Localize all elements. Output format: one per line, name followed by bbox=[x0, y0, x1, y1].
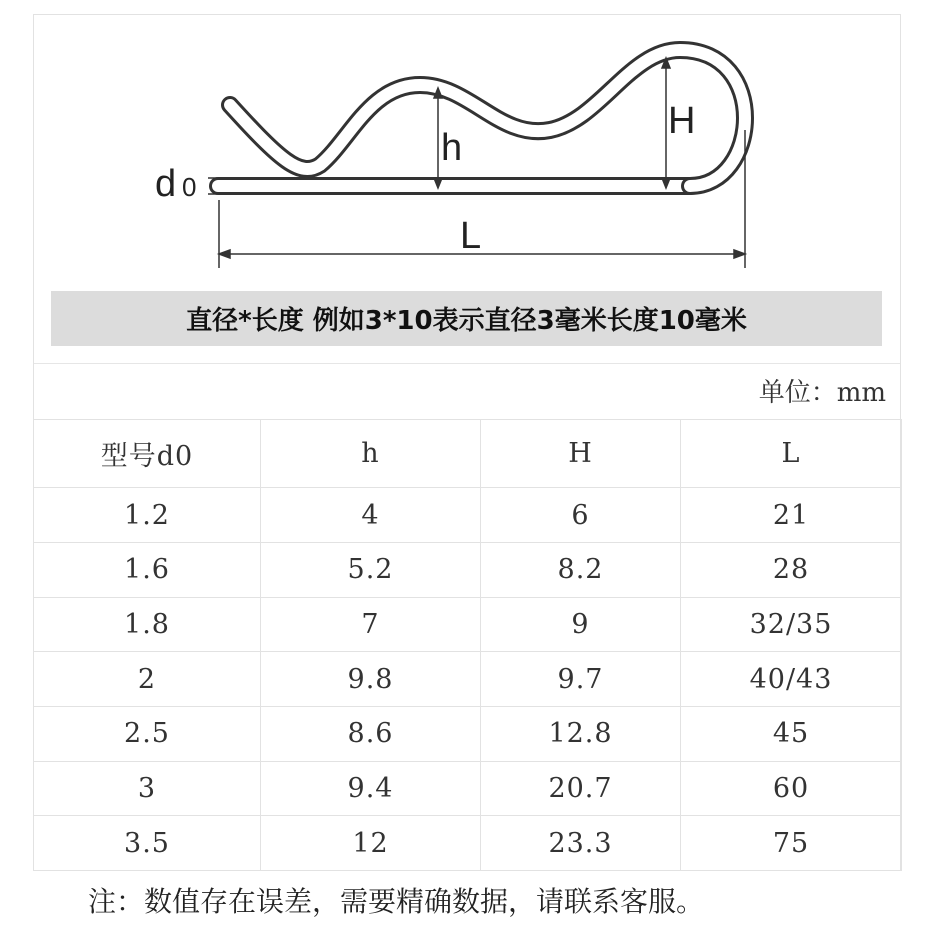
header-H: H bbox=[481, 420, 681, 488]
table-row bbox=[34, 706, 902, 761]
cell-h: 5.2 bbox=[261, 542, 481, 597]
cell-h: 8.6 bbox=[261, 706, 481, 761]
label-L: L bbox=[460, 215, 482, 257]
table-row bbox=[34, 761, 902, 816]
table-row bbox=[34, 488, 902, 543]
cell-L: 75 bbox=[681, 816, 902, 871]
cell-H: 8.2 bbox=[481, 542, 681, 597]
cell-d0: 2 bbox=[34, 652, 261, 707]
header-model: 型号d0 bbox=[34, 420, 261, 488]
cell-L: 21 bbox=[681, 488, 902, 543]
cell-d0: 1.2 bbox=[34, 488, 261, 543]
cell-d0: 1.6 bbox=[34, 542, 261, 597]
disclaimer-note: 注：数值存在误差，需要精确数据，请联系客服。 bbox=[88, 885, 705, 918]
cell-d0: 2.5 bbox=[34, 706, 261, 761]
cell-H: 23.3 bbox=[481, 816, 681, 871]
cell-h: 9.4 bbox=[261, 761, 481, 816]
label-d0: d bbox=[155, 163, 177, 205]
cell-H: 20.7 bbox=[481, 761, 681, 816]
cell-H: 9.7 bbox=[481, 652, 681, 707]
size-caption: 直径*长度 例如3*10表示直径3毫米长度10毫米 bbox=[51, 291, 882, 346]
label-h: h bbox=[441, 127, 463, 169]
cell-d0: 1.8 bbox=[34, 597, 261, 652]
header-h: h bbox=[261, 420, 481, 488]
table-row bbox=[34, 542, 902, 597]
cell-L: 40/43 bbox=[681, 652, 902, 707]
cell-L: 45 bbox=[681, 706, 902, 761]
cell-h: 4 bbox=[261, 488, 481, 543]
cell-H: 6 bbox=[481, 488, 681, 543]
label-H: H bbox=[668, 100, 696, 142]
table-row bbox=[34, 816, 902, 871]
table-row bbox=[34, 597, 902, 652]
cell-d0: 3.5 bbox=[34, 816, 261, 871]
cell-h: 12 bbox=[261, 816, 481, 871]
label-d0-subscript: 0 bbox=[182, 172, 197, 202]
cell-H: 12.8 bbox=[481, 706, 681, 761]
cell-L: 60 bbox=[681, 761, 902, 816]
table-row bbox=[34, 652, 902, 707]
unit-label: 单位：mm bbox=[758, 378, 886, 408]
cell-H: 9 bbox=[481, 597, 681, 652]
cell-h: 9.8 bbox=[261, 652, 481, 707]
cell-L: 32/35 bbox=[681, 597, 902, 652]
table-header-row bbox=[34, 420, 902, 488]
divider bbox=[34, 363, 900, 364]
cell-h: 7 bbox=[261, 597, 481, 652]
cell-L: 28 bbox=[681, 542, 902, 597]
r-clip-diagram bbox=[34, 15, 900, 290]
header-L: L bbox=[681, 420, 902, 488]
spec-table bbox=[33, 419, 902, 871]
cell-d0: 3 bbox=[34, 761, 261, 816]
